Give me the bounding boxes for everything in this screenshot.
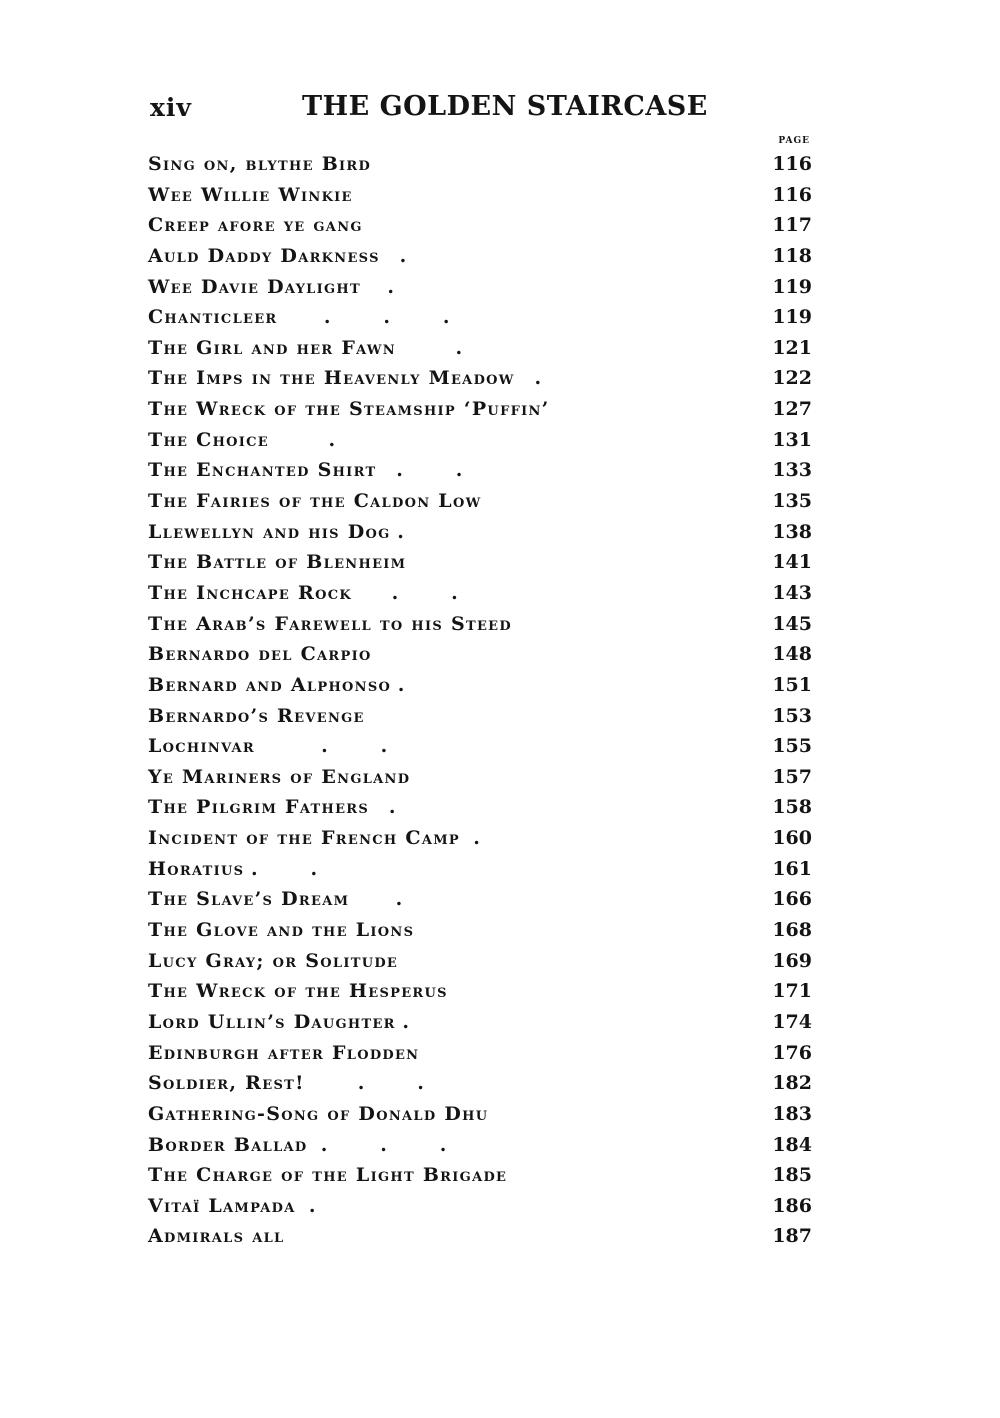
toc-entry-title: The Enchanted Shirt — [148, 459, 377, 482]
toc-entry-title: The Arab’s Farewell to his Steed — [148, 612, 512, 635]
toc-entry[interactable] — [148, 731, 812, 762]
toc-entry-page: 116 — [772, 153, 812, 175]
toc-entry-page: 116 — [772, 183, 812, 206]
toc-entry[interactable] — [148, 180, 812, 211]
toc-entry[interactable] — [148, 976, 812, 1007]
toc-entry[interactable] — [148, 210, 812, 241]
toc-entry-page: 135 — [772, 490, 812, 513]
toc-entry-title: Sing on, blythe Bird — [148, 153, 372, 175]
toc-entry-page: 171 — [772, 980, 812, 1003]
toc-entry-page: 127 — [772, 398, 812, 421]
toc-entry[interactable] — [148, 1191, 812, 1222]
toc-entry[interactable] — [148, 1068, 812, 1099]
toc-entry-page: 183 — [772, 1102, 812, 1125]
toc-entry-page: 187 — [772, 1225, 812, 1248]
toc-entry-page: 141 — [772, 551, 812, 574]
page-column-label: PAGE — [778, 136, 810, 146]
toc-entry-page: 185 — [772, 1164, 812, 1187]
toc-entry[interactable] — [148, 455, 812, 486]
toc-entry-title: Border Ballad — [148, 1133, 308, 1156]
toc-entry-title: The Battle of Blenheim — [148, 551, 407, 574]
toc-entry-title: Horatius — [148, 857, 245, 880]
toc-entry-title: Gathering-Song of Donald Dhu — [148, 1102, 489, 1125]
toc-entry-title: Lord Ullin’s Daughter — [148, 1010, 396, 1033]
toc-entry-title: Creep afore ye gang — [148, 214, 363, 237]
toc-entry-page: 155 — [772, 735, 812, 758]
toc-entry[interactable] — [148, 1007, 812, 1038]
toc-entry[interactable] — [148, 302, 812, 333]
toc-leader: . — [269, 428, 336, 451]
toc-entry-page: 148 — [772, 643, 812, 666]
toc-entry[interactable] — [148, 425, 812, 456]
toc-entry-title: Wee Davie Daylight — [148, 275, 361, 298]
toc-leader: . — [390, 520, 404, 543]
toc-entry[interactable] — [148, 670, 812, 701]
toc-entry[interactable] — [148, 241, 812, 272]
toc-leader: . — [460, 827, 480, 850]
toc-entry-page: 186 — [772, 1194, 812, 1217]
toc-entry-page: 122 — [772, 367, 812, 390]
toc-entry[interactable] — [148, 1130, 812, 1161]
toc-entry-title: The Wreck of the Hesperus — [148, 980, 448, 1003]
toc-entry-title: Soldier, Rest! — [148, 1072, 305, 1095]
toc-entry-title: Bernardo del Carpio — [148, 643, 372, 666]
toc-leader: . . . — [307, 1133, 447, 1156]
toc-entry[interactable] — [148, 639, 812, 670]
toc-entry[interactable] — [148, 946, 812, 977]
toc-entry-title: Edinburgh after Flodden — [148, 1041, 420, 1064]
toc-entry[interactable] — [148, 854, 812, 885]
toc-entry-title: Bernardo’s Revenge — [148, 704, 365, 727]
toc-entry-title: Wee Willie Winkie — [148, 183, 353, 206]
toc-entry-title: Ye Mariners of England — [148, 765, 411, 788]
toc-entry-title: The Wreck of the Steamship ‘Puffin’ — [148, 398, 550, 421]
toc-entry[interactable] — [148, 792, 812, 823]
toc-leader: . — [396, 336, 463, 359]
toc-entry-title: Admirals all — [148, 1225, 285, 1248]
toc-entry-page: 153 — [772, 704, 812, 727]
toc-leader: . . — [351, 581, 458, 604]
toc-entry-title: The Choice — [148, 428, 270, 451]
toc-entry-page: 184 — [772, 1133, 812, 1156]
toc-entry[interactable] — [148, 394, 812, 425]
toc-entry-page: 176 — [772, 1041, 812, 1064]
toc-entry[interactable] — [148, 486, 812, 517]
toc-entry-page: 121 — [772, 336, 812, 359]
toc-entry-page: 138 — [772, 520, 812, 543]
toc-entry[interactable] — [148, 272, 812, 303]
toc-entry[interactable] — [148, 823, 812, 854]
toc-leader: . . — [254, 735, 388, 758]
toc-entry[interactable] — [148, 609, 812, 640]
toc-entry-title: The Pilgrim Fathers — [148, 796, 370, 819]
toc-entry[interactable] — [148, 701, 812, 732]
toc-entry-title: Llewellyn and his Dog — [148, 520, 391, 543]
toc-entry[interactable] — [148, 517, 812, 548]
toc-entry-page: 118 — [772, 244, 812, 267]
toc-entry[interactable] — [148, 884, 812, 915]
toc-entry-title: The Girl and her Fawn — [148, 336, 396, 359]
toc-entry[interactable] — [148, 1038, 812, 1069]
toc-leader: . — [514, 367, 542, 390]
toc-entry-page: 182 — [772, 1072, 812, 1095]
toc-leader: . — [360, 275, 395, 298]
toc-entry-title: Lochinvar — [148, 735, 255, 758]
toc-entry[interactable] — [148, 762, 812, 793]
toc-leader: . — [379, 244, 407, 267]
page-number: xiv — [150, 93, 192, 122]
toc-entry-title: Auld Daddy Darkness — [148, 244, 380, 267]
toc-entry-page: 145 — [772, 612, 812, 635]
toc-entry-page: 157 — [772, 765, 812, 788]
toc-entry[interactable] — [148, 1221, 812, 1252]
toc-leader: . . — [304, 1072, 424, 1095]
toc-entry-title: The Fairies of the Caldon Low — [148, 490, 482, 513]
toc-entry-title: Lucy Gray; or Solitude — [148, 949, 399, 972]
toc-entry-title: The Inchcape Rock — [148, 581, 352, 604]
toc-leader: . — [369, 796, 396, 819]
toc-leader: . . . — [277, 306, 450, 329]
toc-leader: . . — [244, 857, 318, 880]
toc-entry[interactable] — [148, 578, 812, 609]
toc-entry-title: The Glove and the Lions — [148, 919, 415, 942]
toc-leader: . — [295, 1194, 316, 1217]
toc-entry-page: 131 — [772, 428, 812, 451]
toc-entry[interactable] — [148, 363, 812, 394]
toc-entry-page: 119 — [772, 306, 812, 329]
toc-entry[interactable] — [148, 149, 812, 180]
running-head: THE GOLDEN STAIRCASE — [302, 91, 708, 122]
toc-entry-page: 174 — [772, 1010, 812, 1033]
toc-leader: . — [349, 888, 403, 911]
toc-entry[interactable] — [148, 915, 812, 946]
toc-entry-title: The Slave’s Dream — [148, 888, 350, 911]
toc-entry[interactable] — [148, 1160, 812, 1191]
toc-entry-title: The Imps in the Heavenly Meadow — [148, 367, 515, 390]
toc-entry-page: 151 — [772, 673, 812, 696]
toc-leader: . — [391, 673, 405, 696]
toc-entry[interactable] — [148, 333, 812, 364]
toc-entry-page: 119 — [772, 275, 812, 298]
toc-leader: . — [395, 1010, 410, 1033]
toc-entry-title: Chanticleer — [148, 306, 278, 329]
toc-entry-page: 161 — [772, 857, 812, 880]
toc-leader: . . — [376, 459, 463, 482]
toc-entry-title: Vitaï Lampada — [148, 1194, 296, 1217]
toc-entry-page: 117 — [772, 214, 812, 237]
toc-entry-page: 158 — [772, 796, 812, 819]
toc-entry-title: Incident of the French Camp — [148, 827, 461, 850]
toc-entry-page: 166 — [772, 888, 812, 911]
toc-entry[interactable] — [148, 547, 812, 578]
toc-entry-page: 169 — [772, 949, 812, 972]
toc-entry-title: The Charge of the Light Brigade — [148, 1164, 508, 1187]
toc-entry-page: 133 — [772, 459, 812, 482]
toc-entry-title: Bernard and Alphonso — [148, 673, 392, 696]
toc-entry-page: 143 — [772, 581, 812, 604]
table-of-contents — [148, 149, 812, 1252]
toc-entry-page: 168 — [772, 919, 812, 942]
toc-entry[interactable] — [148, 1099, 812, 1130]
toc-entry-page: 160 — [772, 827, 812, 850]
